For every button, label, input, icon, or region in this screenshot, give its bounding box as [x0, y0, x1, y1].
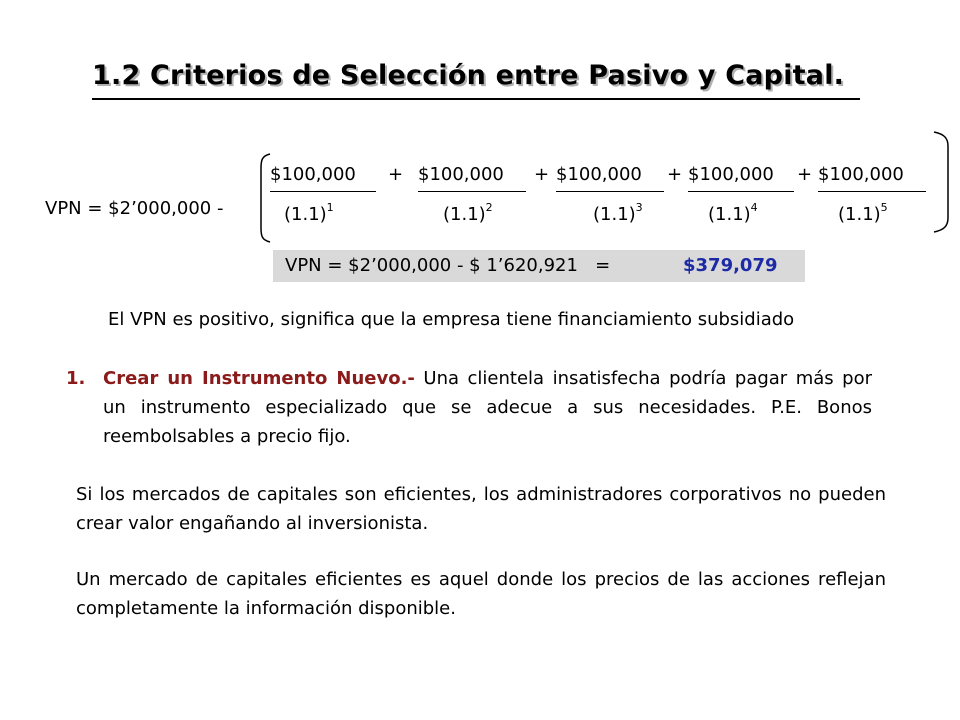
list-item-body — [103, 364, 872, 451]
plus-operator-4: + — [797, 164, 813, 185]
numerator-1: $100,000 — [270, 164, 356, 185]
page-title: 1.2 Criterios de Selección entre Pasivo y Capital. — [92, 60, 845, 91]
denominator-5: $(1.1)^5$ — [838, 201, 888, 225]
vpn-statement: El VPN es positivo, significa que la empresa tiene financiamiento subsidiado — [108, 309, 795, 330]
numerator-3: $100,000 — [556, 164, 642, 185]
list-number: 1. — [66, 368, 86, 389]
denominator-2: $(1.1)^2$ — [443, 201, 493, 225]
formula-lhs: VPN = $2’000,000 - — [45, 198, 224, 219]
right-bracket — [932, 130, 954, 234]
denominator-3: $(1.1)^3$ — [593, 201, 643, 225]
denominator-1: $(1.1)^1$ — [284, 201, 334, 225]
numerator-5: $100,000 — [818, 164, 904, 185]
paragraph-efficiency: Si los mercados de capitales son eficientes, los administradores corporativos no pueden crear valor engañando al inversionista. — [76, 484, 886, 534]
fraction-line-3 — [556, 191, 664, 192]
fraction-line-5 — [818, 191, 926, 192]
plus-operator-1: + — [388, 164, 404, 185]
fraction-line-4 — [688, 191, 794, 192]
fraction-line-2 — [418, 191, 526, 192]
result-value: $379,079 — [683, 255, 778, 276]
numerator-2: $100,000 — [418, 164, 504, 185]
list-item-text: Una clientela insatisfecha podría pagar más por un instrumento especializado que se adecue a sus necesidades. P.E. Bonos reembolsables a precio fijo. — [103, 368, 873, 447]
result-equation: VPN = $2’000,000 - $ 1’620,921 = — [285, 255, 611, 276]
plus-operator-3: + — [667, 164, 683, 185]
list-item-lead: Crear un Instrumento Nuevo.- — [103, 368, 415, 389]
fraction-line-1 — [270, 191, 376, 192]
paragraph-efficient-market: Un mercado de capitales eficientes es aquel donde los precios de las acciones reflejan completamente la información disponible. — [76, 569, 886, 619]
numerator-4: $100,000 — [688, 164, 774, 185]
denominator-4: $(1.1)^4$ — [708, 201, 758, 225]
title-underline — [92, 98, 860, 100]
plus-operator-2: + — [534, 164, 550, 185]
